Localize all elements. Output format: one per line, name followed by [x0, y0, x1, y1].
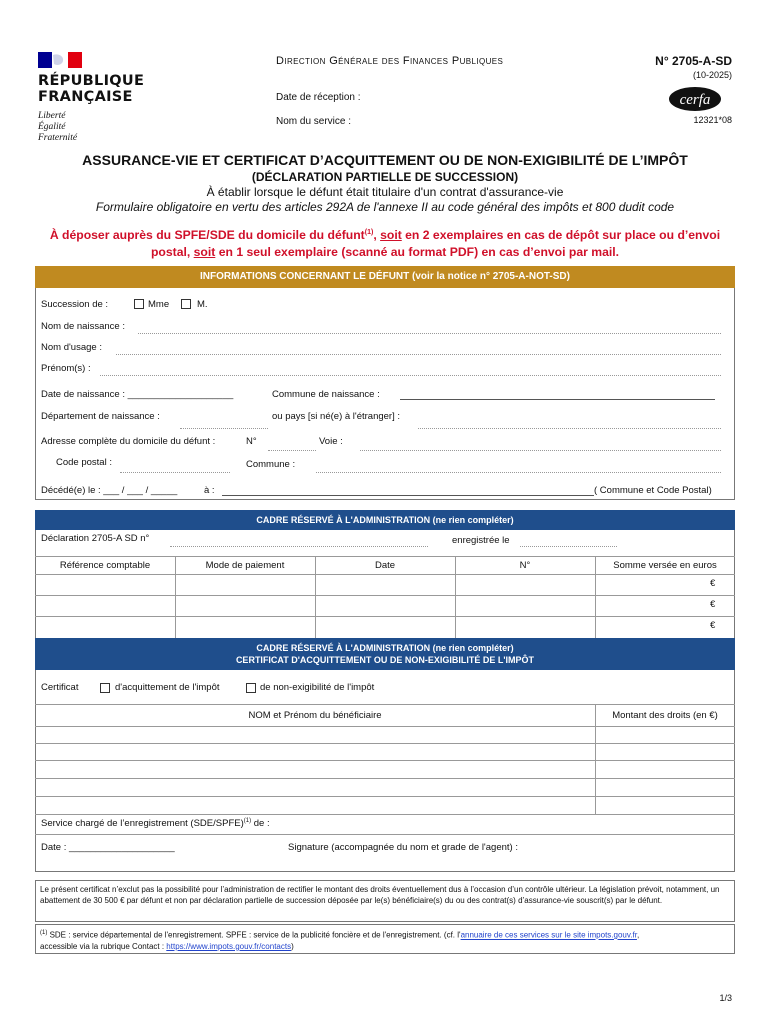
- declaration-number-field: [170, 546, 428, 547]
- contacts-link[interactable]: https://www.impots.gouv.fr/contacts: [166, 941, 292, 951]
- nom-service-label: Nom du service :: [276, 116, 352, 127]
- commune-naissance-field[interactable]: [400, 399, 715, 400]
- enregistree-label: enregistrée le: [452, 535, 510, 546]
- payment-col-mode: Mode de paiement: [205, 560, 285, 571]
- euro-cell-2: €: [710, 599, 716, 610]
- marianne-flag-logo: [38, 52, 82, 68]
- departement-field[interactable]: [180, 428, 268, 429]
- beneficiaire-col-name: NOM et Prénom du bénéficiaire: [248, 710, 382, 721]
- admin-section-1-header: CADRE RÉSERVÉ À L'ADMINISTRATION (ne rien compléter): [35, 510, 735, 530]
- form-purpose: À établir lorsque le défunt était titulaire d'un contrat d'assurance-vie: [206, 185, 564, 199]
- numero-field[interactable]: [268, 450, 316, 451]
- euro-cell-3: €: [710, 620, 716, 631]
- form-number: N° 2705-A-SD: [655, 54, 732, 68]
- pays-field[interactable]: [418, 428, 721, 429]
- direction-name: Direction Générale des Finances Publiques: [276, 55, 504, 67]
- signature-label: Signature (accompagnée du nom et grade de l'agent) :: [288, 842, 518, 853]
- non-exigibilite-label: de non-exigibilité de l'impôt: [260, 682, 375, 693]
- date-deces-field[interactable]: Décédé(e) le : ___ / ___ / _____: [41, 485, 178, 496]
- code-postal-label: Code postal :: [56, 457, 112, 468]
- cerfa-logo: [668, 86, 722, 112]
- admin-section-2-header: CADRE RÉSERVÉ À L'ADMINISTRATION (ne rien compléter) CERTIFICAT D'ACQUITTEMENT OU DE NON-EXIGIBILITÉ DE L'IMPÔT: [35, 638, 735, 670]
- m-checkbox[interactable]: [181, 299, 191, 309]
- commune-naissance-label: Commune de naissance :: [272, 389, 380, 400]
- nom-naissance-label: Nom de naissance :: [41, 321, 125, 332]
- mme-label: Mme: [148, 299, 170, 310]
- departement-label: Département de naissance :: [41, 411, 160, 422]
- acquittement-checkbox: [100, 683, 110, 693]
- commune-label: Commune :: [246, 459, 296, 470]
- date-naissance-field[interactable]: Date de naissance : ____________________: [41, 389, 234, 400]
- defunt-section-header: INFORMATIONS CONCERNANT LE DÉFUNT (voir la notice n° 2705-A-NOT-SD): [35, 266, 735, 288]
- commune-cp-hint: ( Commune et Code Postal): [594, 485, 712, 496]
- succession-label: Succession de :: [41, 299, 109, 310]
- payment-col-amount: Somme versée en euros: [613, 560, 717, 571]
- divider: [35, 834, 735, 835]
- annuaire-link[interactable]: annuaire de ces services sur le site impots.gouv.fr: [460, 930, 637, 940]
- cerfa-logo-text: cerfa: [679, 92, 711, 108]
- page-number: 1/3: [719, 993, 732, 1003]
- lieu-deces-field[interactable]: [222, 495, 594, 496]
- motto: Liberté Égalité Fraternité: [38, 111, 78, 143]
- form-legal-basis: Formulaire obligatoire en vertu des articles 292A de l'annexe II au code général des impôts et 800 dudit code: [95, 200, 675, 214]
- legal-note-text: Le présent certificat n’exclut pas la possibilité pour l’administration de rectifier le montant des droits éventuellement dus à l’occasion d’un contrôle ultérieur. La législation prévoit, notamment, un abattement de 30 500 € par défunt et non par déclaration partielle de succession déposée par le(s) bénéficiaire(s) du ou des contrat(s) d’assurance-vie souscrit(s) par le défunt.: [40, 885, 720, 905]
- lieu-deces-label: à :: [204, 485, 215, 496]
- pays-label: ou pays [si né(e) à l'étranger] :: [272, 411, 401, 422]
- commune-field[interactable]: [316, 472, 721, 473]
- prenoms-label: Prénom(s) :: [41, 363, 91, 374]
- form-subtitle: (DÉCLARATION PARTIELLE DE SUCCESSION): [251, 170, 519, 184]
- voie-field[interactable]: [360, 450, 721, 451]
- deposit-instructions: À déposer auprès du SPFE/SDE du domicile du défunt$^{(1)}$, soit en 2 exemplaires en cas de dépôt sur place ou d’envoi postal, soit en 1 seul exemplaire (scanné au format PDF) en cas d’envoi par mail.: [49, 228, 721, 260]
- date-field: Date : ____________________: [41, 842, 175, 853]
- numero-label: N°: [246, 436, 257, 447]
- prenoms-field[interactable]: [100, 375, 721, 376]
- footnote: $^{(1)}$ SDE : service départemental de l'enregistrement. SPFE : service de la publicité foncière et de l'enregistrement. (cf. l'annuaire de ces services sur le site impots.gouv.fr, accessible via la rubrique Contact : https://www.impots.gouv.fr/contacts): [40, 930, 640, 951]
- euro-cell-1: €: [710, 578, 716, 589]
- republique-francaise-logo: RÉPUBLIQUE FRANÇAISE: [38, 73, 145, 105]
- nom-usage-label: Nom d'usage :: [41, 342, 102, 353]
- form-date: (10-2025): [692, 70, 732, 80]
- nom-usage-field[interactable]: [116, 354, 721, 355]
- payment-col-reference: Référence comptable: [59, 560, 151, 571]
- code-postal-field[interactable]: [120, 472, 230, 473]
- payment-table: [35, 556, 735, 638]
- date-reception-label: Date de réception :: [276, 92, 361, 103]
- form-title: ASSURANCE-VIE ET CERTIFICAT D’ACQUITTEMENT OU DE NON-EXIGIBILITÉ DE L’IMPÔT: [82, 152, 688, 168]
- m-label: M.: [197, 299, 208, 310]
- cerfa-number: 12321*08: [693, 115, 732, 125]
- certificat-label: Certificat: [41, 682, 79, 693]
- declaration-number-label: Déclaration 2705-A SD n°: [41, 533, 150, 544]
- payment-col-date: Date: [374, 560, 396, 571]
- beneficiaires-table: [35, 704, 735, 814]
- acquittement-label: d'acquittement de l'impôt: [115, 682, 220, 693]
- payment-col-number: N°: [519, 560, 531, 571]
- enregistree-field: [520, 546, 617, 547]
- voie-label: Voie :: [319, 436, 343, 447]
- service-charge-label: Service chargé de l’enregistrement (SDE/SPFE)$^{(1)}$ de :: [41, 818, 270, 830]
- mme-checkbox[interactable]: [134, 299, 144, 309]
- adresse-label: Adresse complète du domicile du défunt :: [41, 436, 216, 447]
- beneficiaire-col-amount: Montant des droits (en €): [612, 710, 718, 721]
- nom-naissance-field[interactable]: [138, 333, 721, 334]
- non-exigibilite-checkbox: [246, 683, 256, 693]
